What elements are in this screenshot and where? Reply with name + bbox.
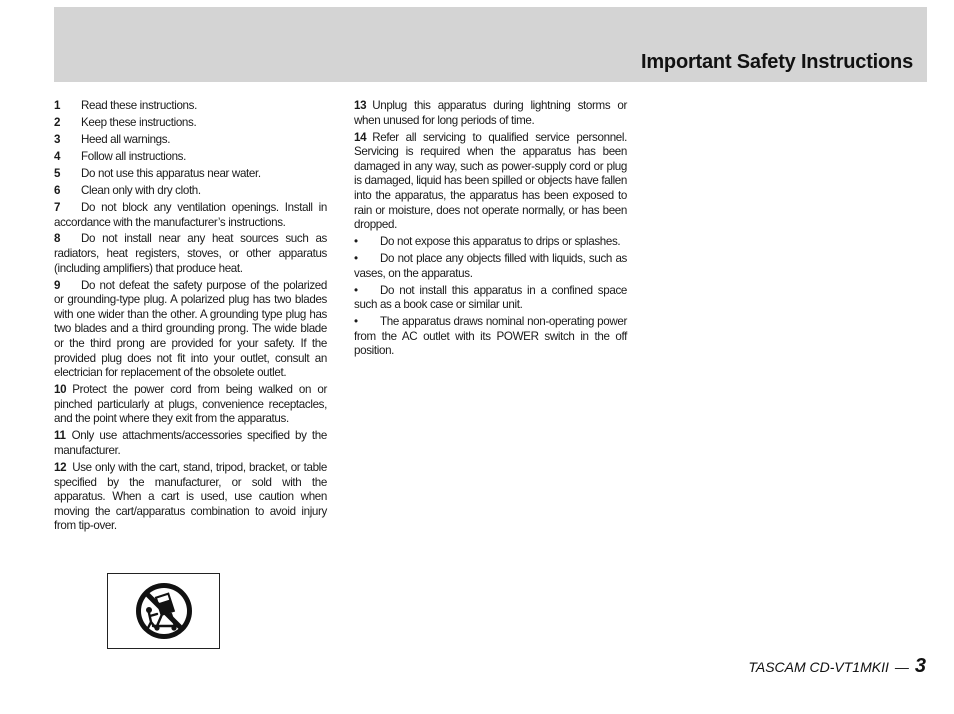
item-number: 10 [54,383,67,397]
item-number: 3 [54,132,61,146]
item-text: Keep these instructions. [81,115,197,129]
item-text: Do not block any ventilation openings. Install in accordance with the manufacturer’s instructions. [54,200,327,229]
item-number: 13 [354,99,367,112]
item-text: Read these instructions. [81,99,197,112]
item-text: Clean only with dry cloth. [81,183,201,197]
item-number: 8 [54,232,61,246]
page-title: Important Safety Instructions [640,51,913,73]
item-text: Do not use this apparatus near water. [81,166,261,180]
item-number: 14 [354,130,367,144]
instruction-item-1 [54,99,327,114]
item-number: 7 [54,200,61,214]
instruction-item-4 [54,150,327,165]
item-text: Only use attachments/accessories specified by the manufacturer. [54,429,327,457]
instruction-item-13 [354,99,627,128]
item-number: 9 [54,278,61,292]
item-number: 1 [54,99,61,112]
bullet-marker: • [354,283,358,297]
item-number: 5 [54,166,61,180]
bullet-marker: • [354,235,358,249]
instruction-item-14 [354,131,627,233]
bullet-text: Do not install this apparatus in a confined space such as a book case or similar unit. [354,283,627,312]
instruction-item-5 [54,167,327,182]
header-band [54,7,927,82]
item-text: Do not install near any heat sources such as radiators, heat registers, stoves, or other apparatus (including amplifiers) that produce heat. [54,232,327,275]
item-text: Use only with the cart, stand, tripod, bracket, or table specified by the manufacturer, or sold with the apparatus. When a cart is used, use caution when moving the cart/apparatus combination to avoid injury from tip-over. [54,460,327,533]
bullet-text: The apparatus draws nominal non-operating power from the AC outlet with its POWER switch in the off position. [354,315,627,358]
item-text: Follow all instructions. [81,149,187,163]
right-column [354,99,627,361]
bullet-text: Do not expose this apparatus to drips or splashes. [380,235,621,249]
item-number: 6 [54,183,61,197]
page-number: 3 [914,655,926,677]
item-text: Unplug this apparatus during lightning storms or when unused for long periods of time. [354,99,627,127]
cart-warning-symbol [107,573,220,649]
item-text: Protect the power cord from being walked on or pinched particularly at plugs, convenience receptacles, and the point where they exit from the apparatus. [54,383,327,426]
item-text: Heed all warnings. [81,132,171,146]
item-number: 2 [54,115,61,129]
item-number: 12 [54,460,67,474]
page-footer [748,655,926,678]
instruction-item-2 [54,116,327,131]
bullet-item [354,235,627,250]
product-name: TASCAM CD-VT1MKII [748,659,889,675]
instruction-item-3 [54,133,327,148]
bullet-item [354,284,627,313]
instruction-item-12 [54,461,327,534]
instruction-item-6 [54,184,327,199]
cart-tip-over-warning-icon [133,580,195,642]
bullet-item [354,315,627,359]
bullet-marker: • [354,252,358,266]
bullet-item [354,252,627,281]
instruction-item-7 [54,201,327,230]
instruction-item-10 [54,383,327,427]
bullet-marker: • [354,315,358,329]
item-number: 4 [54,149,61,163]
instruction-item-11 [54,429,327,458]
footer-dash: — [894,659,909,675]
item-text: Refer all servicing to qualified service personnel. Servicing is required when the apparatus has been damaged in any way, such as power-supply cord or plug is damaged, liquid has been spilled or objects have fallen into the apparatus, the apparatus has been exposed to rain or moisture, does not operate normally, or has been dropped. [354,130,627,232]
bullet-text: Do not place any objects filled with liquids, such as vases, on the apparatus. [354,252,627,280]
instruction-item-9 [54,279,327,381]
left-column [54,99,327,536]
item-text: Do not defeat the safety purpose of the polarized or grounding-type plug. A polarized plug has two blades with one wider than the other. A grounding type plug has two blades and a third grounding prong. The wide blade or the third prong are provided for your safety. If the provided plug does not fit into your outlet, consult an electrician for replacement of the obsolete outlet. [54,278,327,380]
instruction-item-8 [54,232,327,276]
item-number: 11 [54,429,66,443]
